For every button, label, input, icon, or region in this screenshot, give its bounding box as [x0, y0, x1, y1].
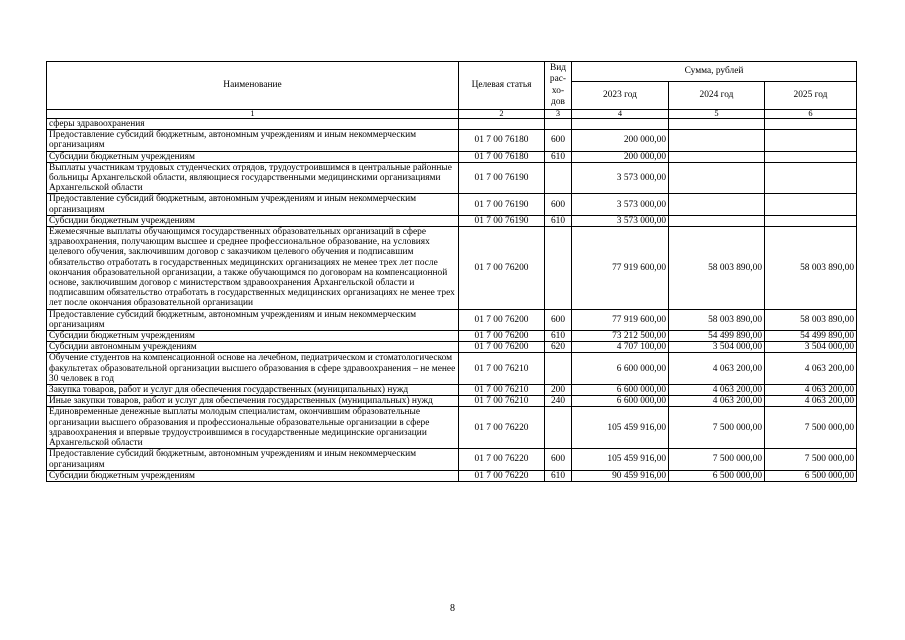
row-sum-2023: 3 573 000,00: [572, 194, 669, 215]
table-row: [47, 151, 857, 162]
row-target-article: 01 7 00 76220: [459, 470, 545, 481]
row-expense-type: 610: [545, 331, 572, 342]
row-sum-2025: 4 063 200,00: [765, 385, 857, 396]
header-target-article: Целевая статья: [459, 62, 545, 110]
row-expense-type: [545, 353, 572, 385]
row-name: Субсидии бюджетным учреждениям: [47, 331, 459, 342]
row-sum-2023: [572, 119, 669, 130]
row-sum-2024: [669, 151, 765, 162]
row-sum-2023: 4 707 100,00: [572, 342, 669, 353]
row-sum-2023: 105 459 916,00: [572, 449, 669, 470]
row-target-article: 01 7 00 76190: [459, 215, 545, 226]
table-row: [47, 407, 857, 449]
row-sum-2024: 3 504 000,00: [669, 342, 765, 353]
row-target-article: 01 7 00 76210: [459, 396, 545, 407]
row-sum-2025: 58 003 890,00: [765, 309, 857, 330]
row-target-article: 01 7 00 76220: [459, 449, 545, 470]
row-sum-2024: 58 003 890,00: [669, 309, 765, 330]
column-number: 6: [765, 110, 857, 119]
row-sum-2024: 7 500 000,00: [669, 407, 765, 449]
row-sum-2024: 6 500 000,00: [669, 470, 765, 481]
row-sum-2025: [765, 151, 857, 162]
row-target-article: 01 7 00 76210: [459, 353, 545, 385]
header-expense-type: Вид рас- хо- дов: [545, 62, 572, 110]
row-sum-2023: 77 919 600,00: [572, 309, 669, 330]
row-expense-type: 600: [545, 449, 572, 470]
row-name: Закупка товаров, работ и услуг для обеспечения государственных (муниципальных) нужд: [47, 385, 459, 396]
row-target-article: [459, 119, 545, 130]
row-sum-2024: 4 063 200,00: [669, 385, 765, 396]
row-name: Единовременные денежные выплаты молодым специалистам, окончившим образовательные организации высшего образования и профессиональные образовательные организации в сфере здравоохранения и впервые трудоустроившимся в государственные медицинские организации Архангельской области: [47, 407, 459, 449]
row-target-article: 01 7 00 76190: [459, 162, 545, 194]
row-target-article: 01 7 00 76210: [459, 385, 545, 396]
column-number: 4: [572, 110, 669, 119]
row-name: Выплаты участникам трудовых студенческих отрядов, трудоустроившимся в центральные районные больницы Архангельской области, являющиеся государственными медицинскими организациями Архангельской области: [47, 162, 459, 194]
row-name: Обучение студентов на компенсационной основе на лечебном, педиатрическом и стоматологическом факультетах образовательной организации высшего образования в сфере здравоохранения – не менее 30 человек в год: [47, 353, 459, 385]
row-expense-type: 600: [545, 194, 572, 215]
row-sum-2024: [669, 130, 765, 151]
table-row: [47, 215, 857, 226]
row-name: Предоставление субсидий бюджетным, автономным учреждениям и иным некоммерческим организациям: [47, 449, 459, 470]
row-expense-type: 240: [545, 396, 572, 407]
row-target-article: 01 7 00 76200: [459, 227, 545, 310]
row-target-article: 01 7 00 76180: [459, 151, 545, 162]
row-expense-type: 610: [545, 470, 572, 481]
row-sum-2024: 4 063 200,00: [669, 396, 765, 407]
row-sum-2023: 200 000,00: [572, 130, 669, 151]
row-sum-2025: 4 063 200,00: [765, 396, 857, 407]
row-target-article: 01 7 00 76200: [459, 331, 545, 342]
row-sum-2024: 54 499 890,00: [669, 331, 765, 342]
row-sum-2025: 4 063 200,00: [765, 353, 857, 385]
row-target-article: 01 7 00 76200: [459, 342, 545, 353]
row-sum-2024: 7 500 000,00: [669, 449, 765, 470]
row-name: Ежемесячные выплаты обучающимся государственных образовательных организаций в сфере здравоохранения, получающим высшее и среднее профессиональное образование, на условиях целевого обучения, заключившим договор с заказчиком целевого обучения и подписавшим обязательство отработать в государственных медицинских организациях не менее трех лет после окончания образовательной организации, а также обучающимся по договорам на компенсационной основе, заключившим договор с министерством здравоохранения Архангельской области и подписавшим обязательство отработать в государственных медицинских организациях не менее трех лет после окончания образовательной организации: [47, 227, 459, 310]
table-row: [47, 449, 857, 470]
row-name: Субсидии автономным учреждениям: [47, 342, 459, 353]
table-row: [47, 227, 857, 310]
column-number: 3: [545, 110, 572, 119]
row-sum-2024: [669, 162, 765, 194]
row-target-article: 01 7 00 76200: [459, 309, 545, 330]
header-2024: 2024 год: [669, 82, 765, 110]
column-number: 5: [669, 110, 765, 119]
table-row: [47, 130, 857, 151]
table-row: [47, 162, 857, 194]
table-row: [47, 119, 857, 130]
row-sum-2025: [765, 162, 857, 194]
row-sum-2024: [669, 194, 765, 215]
row-sum-2023: 3 573 000,00: [572, 162, 669, 194]
row-sum-2025: 54 499 890,00: [765, 331, 857, 342]
table-row: [47, 194, 857, 215]
row-sum-2024: [669, 119, 765, 130]
row-sum-2024: 58 003 890,00: [669, 227, 765, 310]
row-target-article: 01 7 00 76220: [459, 407, 545, 449]
page-number: 8: [450, 603, 455, 614]
row-expense-type: 620: [545, 342, 572, 353]
row-expense-type: 600: [545, 309, 572, 330]
row-sum-2025: 3 504 000,00: [765, 342, 857, 353]
row-expense-type: [545, 119, 572, 130]
header-2025: 2025 год: [765, 82, 857, 110]
row-sum-2023: 6 600 000,00: [572, 353, 669, 385]
row-sum-2023: 3 573 000,00: [572, 215, 669, 226]
row-sum-2023: 73 212 500,00: [572, 331, 669, 342]
header-sum: Сумма, рублей: [572, 62, 857, 82]
column-number: 1: [47, 110, 459, 119]
row-expense-type: [545, 227, 572, 310]
row-sum-2025: [765, 130, 857, 151]
table-row: [47, 470, 857, 481]
row-name: Субсидии бюджетным учреждениям: [47, 470, 459, 481]
row-name: Субсидии бюджетным учреждениям: [47, 215, 459, 226]
row-expense-type: 200: [545, 385, 572, 396]
row-expense-type: 610: [545, 215, 572, 226]
row-expense-type: [545, 407, 572, 449]
budget-table: [46, 61, 857, 482]
table-row: [47, 396, 857, 407]
row-expense-type: 610: [545, 151, 572, 162]
header-name: Наименование: [47, 62, 459, 110]
row-sum-2023: 6 600 000,00: [572, 396, 669, 407]
row-sum-2025: [765, 194, 857, 215]
row-name: сферы здравоохранения: [47, 119, 459, 130]
row-sum-2025: 6 500 000,00: [765, 470, 857, 481]
row-sum-2023: 77 919 600,00: [572, 227, 669, 310]
row-sum-2025: 7 500 000,00: [765, 449, 857, 470]
table-row: [47, 331, 857, 342]
row-sum-2023: 200 000,00: [572, 151, 669, 162]
column-number: 2: [459, 110, 545, 119]
table-row: [47, 385, 857, 396]
row-sum-2025: 7 500 000,00: [765, 407, 857, 449]
row-name: Предоставление субсидий бюджетным, автономным учреждениям и иным некоммерческим организациям: [47, 194, 459, 215]
header-2023: 2023 год: [572, 82, 669, 110]
column-numbers-row: [47, 110, 857, 119]
row-target-article: 01 7 00 76190: [459, 194, 545, 215]
row-target-article: 01 7 00 76180: [459, 130, 545, 151]
row-name: Субсидии бюджетным учреждениям: [47, 151, 459, 162]
row-name: Предоставление субсидий бюджетным, автономным учреждениям и иным некоммерческим организациям: [47, 130, 459, 151]
row-name: Иные закупки товаров, работ и услуг для обеспечения государственных (муниципальных) нужд: [47, 396, 459, 407]
row-name: Предоставление субсидий бюджетным, автономным учреждениям и иным некоммерческим организациям: [47, 309, 459, 330]
table-row: [47, 353, 857, 385]
row-sum-2024: [669, 215, 765, 226]
row-sum-2024: 4 063 200,00: [669, 353, 765, 385]
row-sum-2025: 58 003 890,00: [765, 227, 857, 310]
table-row: [47, 309, 857, 330]
table-row: [47, 342, 857, 353]
row-sum-2023: 6 600 000,00: [572, 385, 669, 396]
row-sum-2025: [765, 215, 857, 226]
row-sum-2025: [765, 119, 857, 130]
row-expense-type: [545, 162, 572, 194]
row-sum-2023: 90 459 916,00: [572, 470, 669, 481]
row-expense-type: 600: [545, 130, 572, 151]
row-sum-2023: 105 459 916,00: [572, 407, 669, 449]
